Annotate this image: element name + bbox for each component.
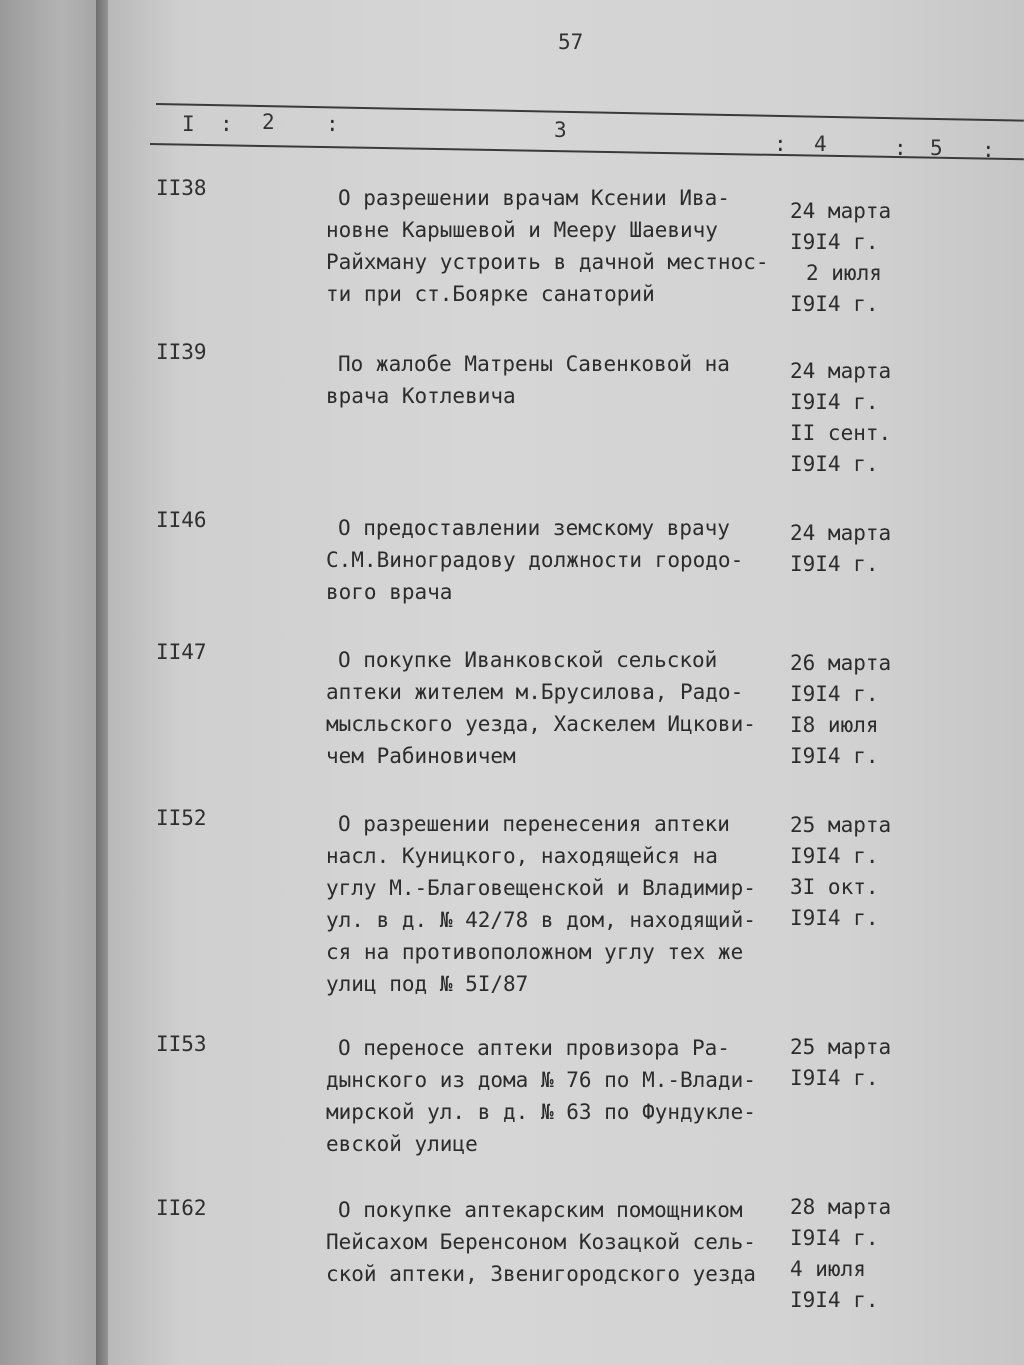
entry-line: дынского из дома № 76 по М.-Влади- [326,1068,756,1092]
entry-dates [790,1032,930,1094]
entry-line: О переносе аптеки провизора Ра- [338,1036,730,1060]
entry-line: ся на противоположном углу тех же [326,940,744,964]
entry-line: вого врача [326,580,453,604]
entry-dates [790,518,930,580]
header-top-rule [156,103,1024,122]
entry-description [326,1194,776,1290]
entry-line: ской аптеки, Звенигородского уезда [326,1262,756,1286]
entry-line: мирской ул. в д. № 63 по Фундукле- [326,1100,756,1124]
entry-dates [790,648,930,772]
entry-date: I9I4 г. [790,452,879,476]
entry-description [326,348,776,412]
entry-line: ти при ст.Боярке санаторий [326,282,655,306]
entry-line: чем Рабиновичем [326,744,516,768]
entry-line: Пейсахом Беренсоном Козацкой сель- [326,1230,756,1254]
entry-number: II53 [156,1032,207,1056]
entry-date: I9I4 г. [790,1066,879,1090]
column-separator: : [982,138,995,162]
entry-date: I8 июля [790,713,879,737]
entry-date: 25 марта [790,1035,892,1059]
entry-number: II47 [156,640,207,664]
document-page [108,0,1024,1365]
entry-number: II46 [156,508,207,532]
entry-line: аптеки жителем м.Брусилова, Радо- [326,680,744,704]
column-header-3: 3 [554,118,567,142]
column-header-1: I [182,112,195,136]
entry-date: I9I4 г. [790,230,879,254]
entry-dates [790,196,930,320]
page-number: 57 [558,30,584,54]
entry-description [326,808,776,1000]
entry-line: мысльского уезда, Хаскелем Ицкови- [326,712,756,736]
entry-line: Райхману устроить в дачной местнос- [326,250,769,274]
entry-line: врача Котлевича [326,384,516,408]
entry-date: 28 марта [790,1195,892,1219]
entry-number: II39 [156,340,207,364]
entry-date: I9I4 г. [790,744,879,768]
entry-date: 4 июля [790,1257,866,1281]
column-header-5: 5 [930,136,943,160]
entry-date: I9I4 г. [790,844,879,868]
column-separator: : [326,112,339,136]
entry-date: 2 июля [806,261,882,285]
entry-date: II сент. [790,421,892,445]
entry-number: II52 [156,806,207,830]
entry-line: ул. в д. № 42/78 в дом, находящий- [326,908,756,932]
entry-number: II38 [156,176,207,200]
entry-date: 3I окт. [790,875,879,899]
entry-line: евской улице [326,1132,478,1156]
entry-line: О покупке аптекарским помощником [338,1198,743,1222]
entry-dates [790,356,930,480]
entry-dates [790,810,930,934]
entry-date: 24 марта [790,199,892,223]
entry-line: улиц под № 5I/87 [326,972,529,996]
entry-date: 25 марта [790,813,892,837]
entry-line: С.М.Виноградову должности городо- [326,548,744,572]
entry-date: I9I4 г. [790,292,879,316]
entry-line: новне Карышевой и Мееру Шаевичу [326,218,718,242]
entry-date: I9I4 г. [790,552,879,576]
entry-date: 24 марта [790,359,892,383]
entry-description [326,644,776,772]
entry-description [326,182,776,310]
entry-number: II62 [156,1196,207,1220]
entry-line: насл. Куницкого, находящейся на [326,844,718,868]
entry-line: О разрешении врачам Ксении Ива- [338,186,730,210]
entry-line: О разрешении перенесения аптеки [338,812,730,836]
column-separator: : [220,112,233,136]
entry-line: О предоставлении земскому врачу [338,516,730,540]
left-page-edge [0,0,104,1365]
column-header-2: 2 [262,110,275,134]
column-separator: : [774,132,787,156]
column-header-4: 4 [814,132,827,156]
entry-dates [790,1192,930,1316]
header-bottom-rule [150,143,1024,160]
entry-description [326,512,776,608]
entry-date: 26 марта [790,651,892,675]
entry-date: I9I4 г. [790,1226,879,1250]
column-separator: : [894,136,907,160]
entry-line: О покупке Иванковской сельской [338,648,718,672]
entry-date: I9I4 г. [790,1288,879,1312]
entry-date: I9I4 г. [790,906,879,930]
entry-line: углу М.-Благовещенской и Владимир- [326,876,756,900]
entry-date: 24 марта [790,521,892,545]
entry-description [326,1032,776,1160]
entry-line: По жалобе Матрены Савенковой на [338,352,730,376]
entry-date: I9I4 г. [790,682,879,706]
entry-date: I9I4 г. [790,390,879,414]
